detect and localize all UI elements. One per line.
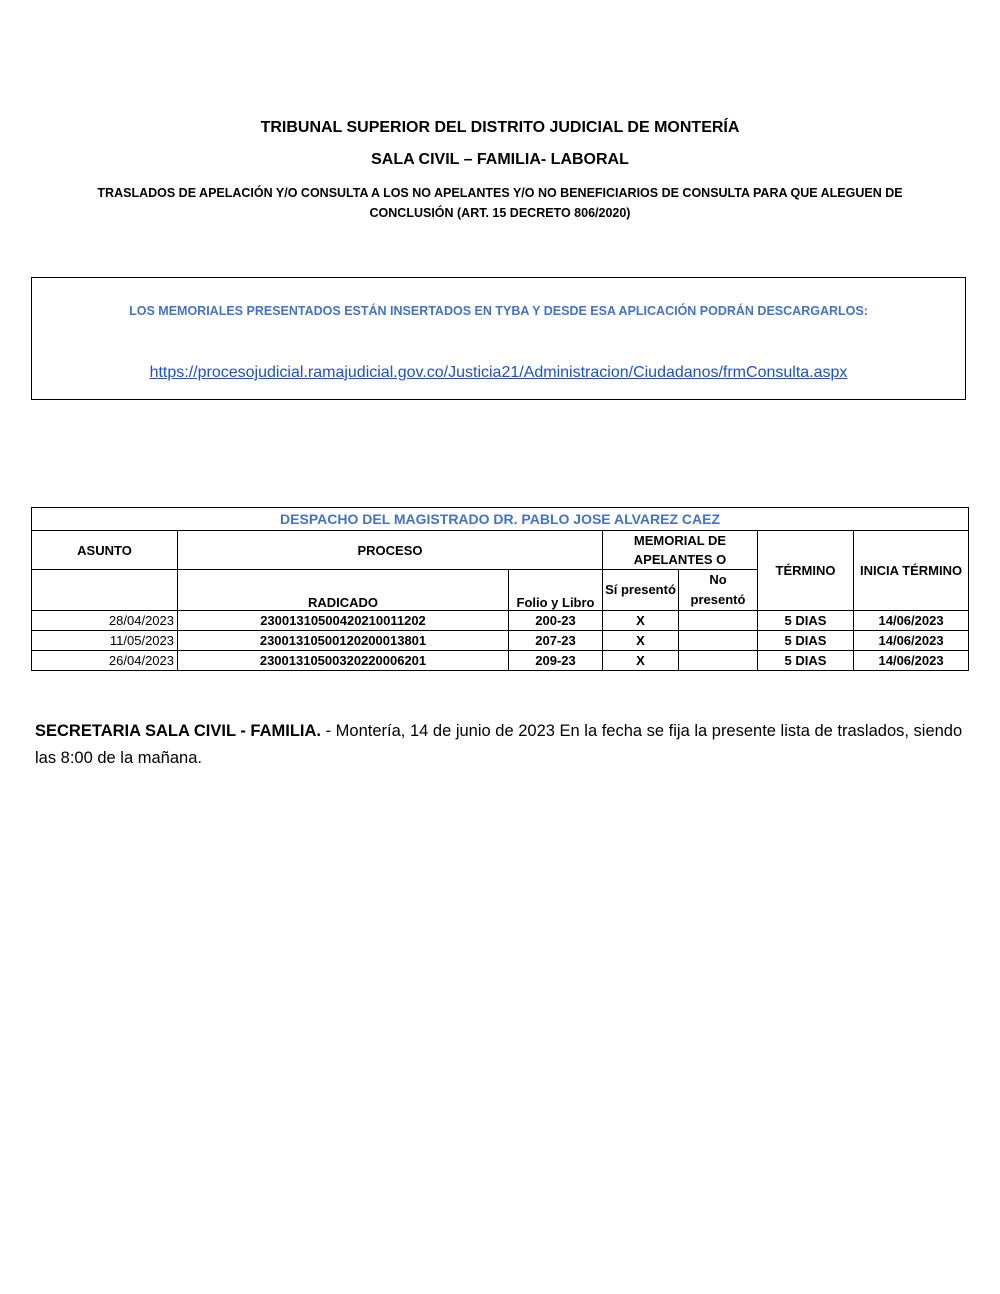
cell-si: X <box>603 631 679 651</box>
cell-radicado: 23001310500320220006201 <box>178 651 509 671</box>
cell-si: X <box>603 651 679 671</box>
cell-termino: 5 DIAS <box>758 631 854 651</box>
cell-folio: 207-23 <box>509 631 603 651</box>
cell-no <box>679 611 758 631</box>
table-row <box>32 631 969 651</box>
closing-text: - Montería, 14 de junio de 2023 En la fecha se fija la presente lista de traslados, siendo las 8:00 de la mañana. <box>35 722 963 767</box>
cell-no <box>679 631 758 651</box>
despacho-heading: DESPACHO DEL MAGISTRADO DR. PABLO JOSE ALVAREZ CAEZ <box>32 508 969 531</box>
cell-inicia: 14/06/2023 <box>854 651 969 671</box>
header-termino: TÉRMINO <box>758 531 854 611</box>
notice-text: LOS MEMORIALES PRESENTADOS ESTÁN INSERTADOS EN TYBA Y DESDE ESA APLICACIÓN PODRÁN DESCARGARLOS: <box>129 304 868 318</box>
cell-termino: 5 DIAS <box>758 651 854 671</box>
tyba-link[interactable]: https://procesojudicial.ramajudicial.gov.co/Justicia21/Administracion/Ciudadanos/frmConsulta.aspx <box>149 364 848 381</box>
table-row <box>32 651 969 671</box>
cell-asunto: 11/05/2023 <box>32 631 178 651</box>
header-inicia-termino: INICIA TÉRMINO <box>854 531 969 611</box>
closing-bold: SECRETARIA SALA CIVIL - FAMILIA. <box>35 722 322 740</box>
cell-radicado: 23001310500420210011202 <box>178 611 509 631</box>
cell-inicia: 14/06/2023 <box>854 631 969 651</box>
cell-folio: 200-23 <box>509 611 603 631</box>
traslados-table <box>31 507 969 671</box>
header-asunto: ASUNTO <box>32 531 178 570</box>
closing-paragraph <box>35 718 970 772</box>
header-radicado: RADICADO <box>178 570 509 611</box>
cell-inicia: 14/06/2023 <box>854 611 969 631</box>
cell-no <box>679 651 758 671</box>
cell-folio: 209-23 <box>509 651 603 671</box>
header-asunto-spacer <box>32 570 178 611</box>
cell-termino: 5 DIAS <box>758 611 854 631</box>
notice-box <box>31 277 966 400</box>
header-si-presento: Sí presentó <box>603 570 679 611</box>
header-folio: Folio y Libro <box>509 570 603 611</box>
cell-asunto: 28/04/2023 <box>32 611 178 631</box>
header-proceso: PROCESO <box>178 531 603 570</box>
document-subtitle: SALA CIVIL – FAMILIA- LABORAL <box>371 151 629 168</box>
document-title: TRIBUNAL SUPERIOR DEL DISTRITO JUDICIAL DE MONTERÍA <box>260 119 740 136</box>
cell-si: X <box>603 611 679 631</box>
cell-asunto: 26/04/2023 <box>32 651 178 671</box>
table-row <box>32 611 969 631</box>
header-no-presento: No presentó <box>679 570 758 611</box>
document-description: TRASLADOS DE APELACIÓN Y/O CONSULTA A LOS NO APELANTES Y/O NO BENEFICIARIOS DE CONSULTA PARA QUE ALEGUEN DE CONCLUSIÓN (ART. 15 DECRETO 806/2020) <box>97 186 903 220</box>
header-memorial: MEMORIAL DE APELANTES O <box>603 531 758 570</box>
cell-radicado: 23001310500120200013801 <box>178 631 509 651</box>
